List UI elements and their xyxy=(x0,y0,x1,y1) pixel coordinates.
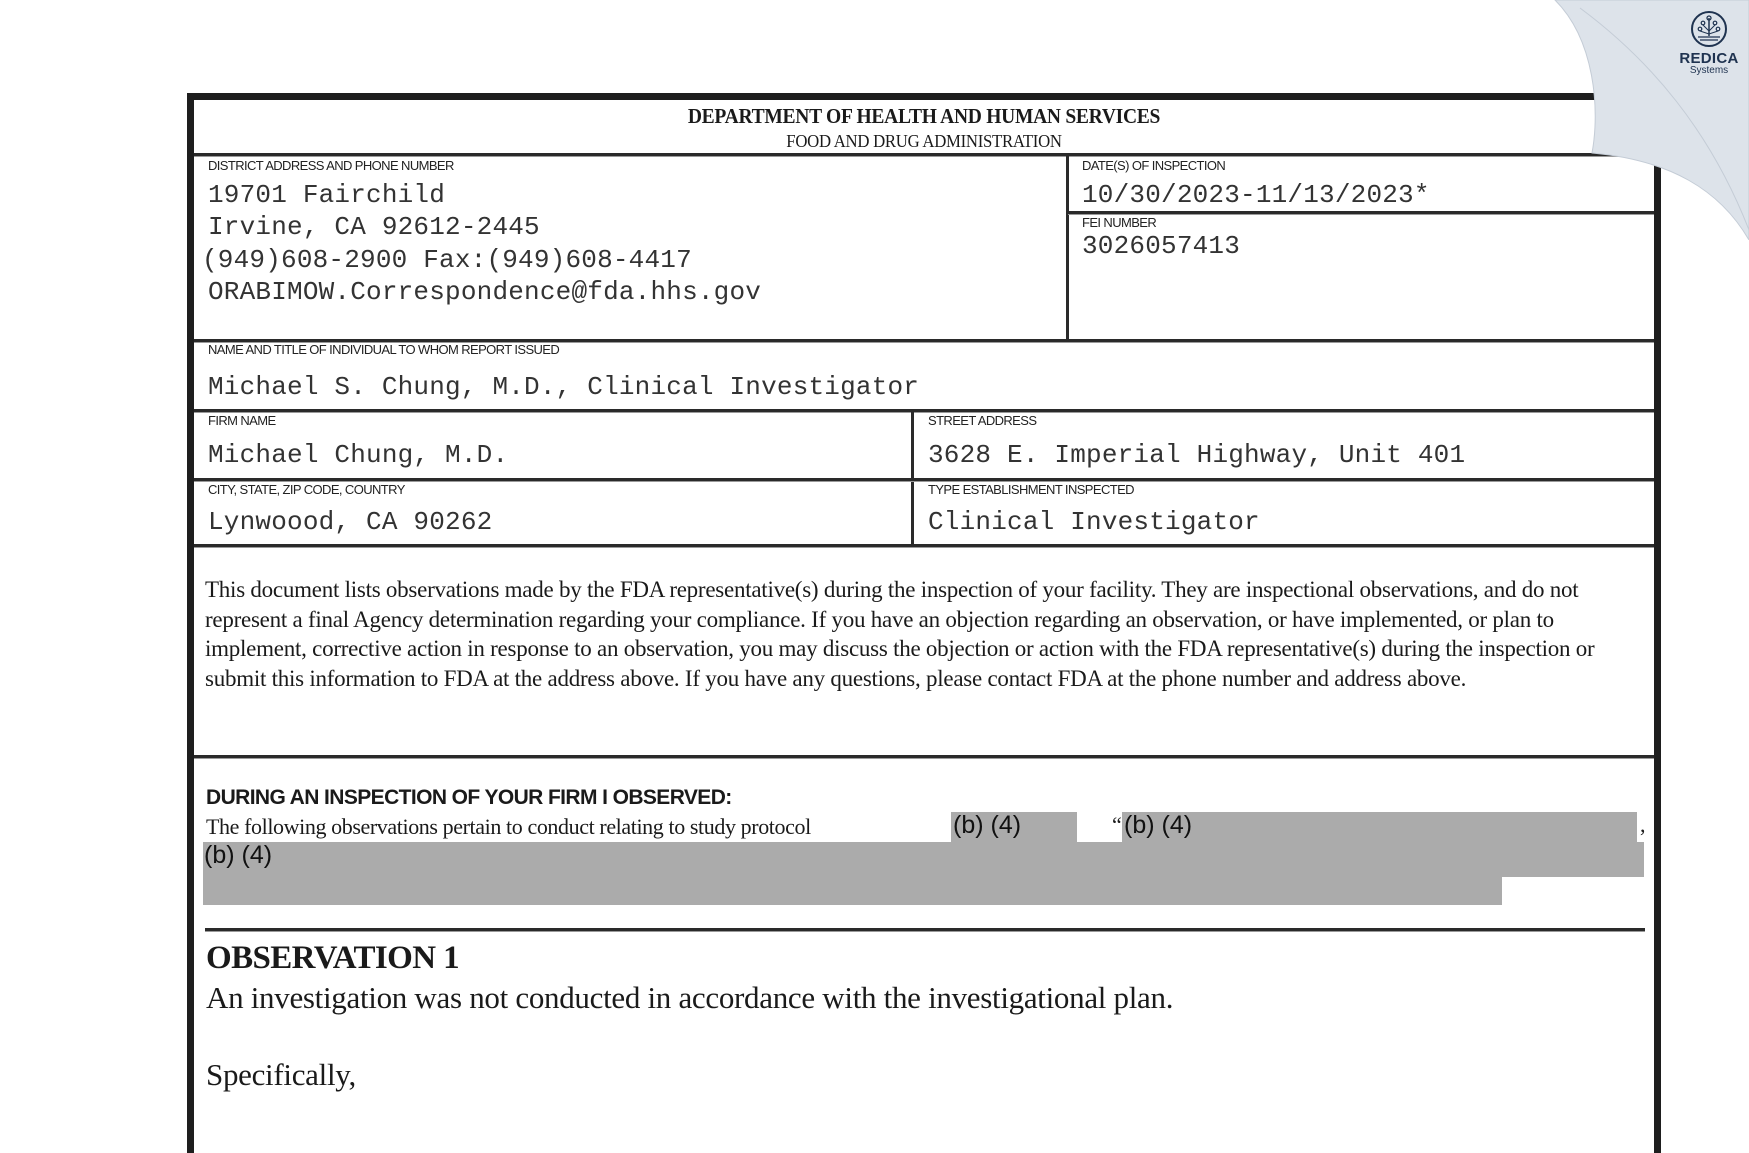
redaction-label: (b) (4) xyxy=(1124,811,1193,839)
district-email: ORABIMOW.Correspondence@fda.hhs.gov xyxy=(208,277,762,307)
redaction-box xyxy=(1122,812,1637,842)
agency-subtitle: FOOD AND DRUG ADMINISTRATION xyxy=(786,131,1062,151)
observation-summary: An investigation was not conducted in accordance with the investigational plan. xyxy=(206,980,1174,1015)
district-phone: (949)608-2900 Fax:(949)608-4417 xyxy=(202,245,692,275)
district-label: DISTRICT ADDRESS AND PHONE NUMBER xyxy=(208,158,454,173)
divider xyxy=(205,928,1645,931)
divider xyxy=(1066,155,1069,341)
department-title: DEPARTMENT OF HEALTH AND HUMAN SERVICES xyxy=(687,104,1161,128)
city-state-label: CITY, STATE, ZIP CODE, COUNTRY xyxy=(208,482,405,497)
inspection-notice: This document lists observations made by the FDA representative(s) during the inspection of your facility. They are inspectional observations, and do not represent a final Agency determination regarding your compliance. If you have an objection regarding an observation, or have implemented, or plan to implement, corrective action in response to an observation, you may discuss the objection or action with the FDA representative(s) during the inspection or submit this information to FDA at the address above. If you have any questions, please contact FDA at the phone number and address above. xyxy=(205,577,1595,691)
redaction-label: (b) (4) xyxy=(953,811,1022,839)
firm-name-label: FIRM NAME xyxy=(208,413,276,428)
divider xyxy=(194,755,1654,758)
redaction-box xyxy=(203,877,1502,905)
city-state-value: Lynwoood, CA 90262 xyxy=(208,507,493,537)
redaction-label: (b) (4) xyxy=(204,841,273,869)
form-header xyxy=(194,104,1654,154)
establishment-type-label: TYPE ESTABLISHMENT INSPECTED xyxy=(928,482,1134,497)
observed-heading: DURING AN INSPECTION OF YOUR FIRM I OBSERVED: xyxy=(206,786,732,809)
district-address-line: Irvine, CA 92612-2445 xyxy=(208,212,540,242)
report-issued-to-label: NAME AND TITLE OF INDIVIDUAL TO WHOM REPORT ISSUED xyxy=(208,342,560,357)
district-address-line: 19701 Fairchild xyxy=(208,180,446,210)
inspection-dates-label: DATE(S) OF INSPECTION xyxy=(1082,158,1226,173)
watermark-brand: REDICA xyxy=(1679,50,1739,67)
street-address-label: STREET ADDRESS xyxy=(928,413,1037,428)
divider xyxy=(194,478,1654,481)
divider xyxy=(194,409,1654,412)
firm-name-value: Michael Chung, M.D. xyxy=(208,440,509,470)
divider xyxy=(194,153,1654,156)
protocol-text: The following observations pertain to conduct relating to study protocol xyxy=(206,814,811,839)
open-quote: “ xyxy=(1112,812,1122,837)
trailing-comma: , xyxy=(1640,812,1646,837)
street-address-value: 3628 E. Imperial Highway, Unit 401 xyxy=(928,440,1466,470)
observation-lead: Specifically, xyxy=(206,1057,356,1092)
fei-number-label: FEI NUMBER xyxy=(1082,215,1157,230)
observation-title: OBSERVATION 1 xyxy=(206,940,459,976)
fei-number-value: 3026057413 xyxy=(1082,231,1241,261)
report-issued-to-value: Michael S. Chung, M.D., Clinical Investigator xyxy=(208,372,920,402)
divider xyxy=(194,544,1654,547)
inspection-dates-value: 10/30/2023-11/13/2023* xyxy=(1082,180,1430,210)
redaction-box xyxy=(203,842,1644,877)
redica-logo-icon xyxy=(1690,10,1728,48)
establishment-type-value: Clinical Investigator xyxy=(928,507,1260,537)
watermark-sub: Systems xyxy=(1689,65,1729,76)
